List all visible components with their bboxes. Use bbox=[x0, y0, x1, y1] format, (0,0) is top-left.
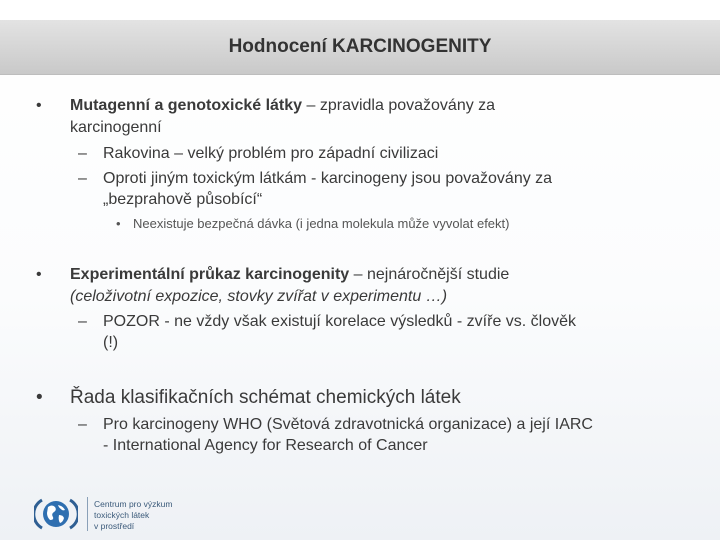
slide-title: Hodnocení KARCINOGENITY bbox=[228, 36, 492, 57]
bullet-2-italic: (celoživotní expozice, stovky zvířat v experimentu …) bbox=[70, 288, 448, 305]
bullet-3-line-1: Řada klasifikačních schémat chemických látek bbox=[70, 387, 461, 408]
bullet-marker: • bbox=[36, 387, 43, 408]
bullet-marker: • bbox=[36, 97, 42, 114]
sub-bullet-2-1-line-1: POZOR - ne vždy však existují korelace výsledků - zvíře vs. člověk bbox=[103, 313, 577, 330]
bullet-2-line-1 bbox=[70, 266, 509, 284]
sub-bullet-marker: – bbox=[78, 145, 87, 162]
bullet-1-lead: Mutagenní a genotoxické látky bbox=[70, 97, 303, 114]
sub-bullet-1-2-line-1: Oproti jiným toxickým látkám - karcinogeny jsou považovány za bbox=[103, 170, 553, 187]
logo-text-line-1: Centrum pro výzkum bbox=[94, 499, 173, 509]
bullet-marker: • bbox=[36, 266, 42, 283]
sub-bullet-1-1: Rakovina – velký problém pro západní civilizaci bbox=[103, 145, 439, 162]
sub-bullet-marker: – bbox=[78, 313, 87, 330]
logo-text-line-3: v prostředí bbox=[94, 521, 135, 531]
sub-bullet-marker: – bbox=[78, 170, 87, 187]
subsub-bullet-1: Neexistuje bezpečná dávka (i jedna molekula může vyvolat efekt) bbox=[133, 216, 510, 231]
sub-bullet-2-1-line-2: (!) bbox=[103, 334, 119, 351]
sub-bullet-3-1-line-2: - International Agency for Research of Cancer bbox=[103, 437, 428, 454]
sub-bullet-marker: – bbox=[78, 416, 87, 433]
bullet-2-line-2 bbox=[70, 288, 447, 306]
globe-logo-icon bbox=[34, 496, 78, 532]
logo-text-line-2: toxických látek bbox=[94, 510, 150, 520]
bullet-2-lead: Experimentální průkaz karcinogenity bbox=[70, 266, 350, 283]
sub-bullet-3-1-line-1: Pro karcinogeny WHO (Světová zdravotnická organizace) a její IARC bbox=[103, 416, 593, 433]
bullet-1-line-1 bbox=[70, 97, 495, 115]
logo-separator bbox=[87, 497, 88, 531]
bullet-2-rest: – nejnáročnější studie bbox=[349, 266, 510, 283]
sub-bullet-1-2-line-2: „bezprahově působící“ bbox=[103, 191, 263, 208]
bullet-1-line-2: karcinogenní bbox=[70, 119, 162, 136]
subsub-bullet-marker: • bbox=[116, 216, 121, 231]
bullet-1-rest: – zpravidla považovány za bbox=[302, 97, 496, 114]
